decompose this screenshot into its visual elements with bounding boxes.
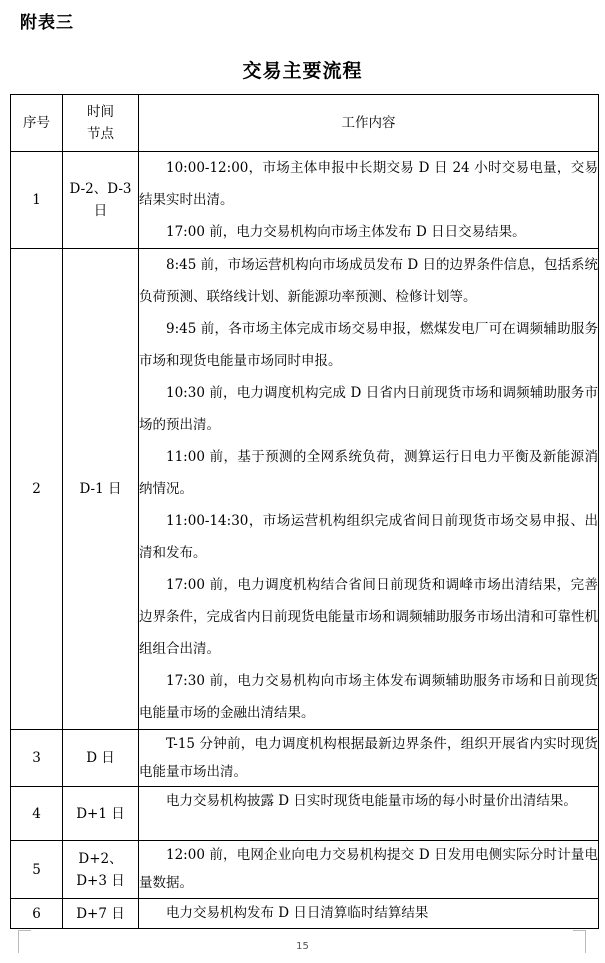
table-row — [11, 730, 599, 787]
row-node-line: D+7 日 — [76, 905, 125, 922]
row-content — [139, 841, 599, 899]
process-table — [10, 94, 599, 929]
row-content — [139, 899, 599, 929]
row-node-line: 日 — [93, 203, 108, 219]
content-paragraph: 11:00-14:30，市场运营机构组织完成省间日前现货市场交易申报、出清和发布。 — [139, 513, 598, 561]
row-node-line: D+2、 — [78, 850, 123, 867]
content-paragraph: 17:00 前，电力交易机构向市场主体发布 D 日日交易结果。 — [166, 224, 526, 240]
row-seq: 4 — [11, 787, 63, 841]
row-node — [63, 787, 139, 841]
row-node — [63, 730, 139, 787]
content-paragraph: 10:30 前，电力调度机构完成 D 日省内日前现货市场和调频辅助服务市场的预出清。 — [139, 385, 598, 433]
content-paragraph: 17:00 前，电力调度机构结合省间日前现货和调峰市场出清结果，完善边界条件，完成省内日前现货电能量市场和调频辅助服务市场出清和可靠性机组组合出清。 — [139, 577, 598, 657]
row-seq: 1 — [11, 152, 63, 249]
content-paragraph: 8:45 前，市场运营机构向市场成员发布 D 日的边界条件信息，包括系统负荷预测、联络线计划、新能源功率预测、检修计划等。 — [139, 257, 599, 305]
row-node — [63, 152, 139, 249]
table-row — [11, 152, 599, 249]
row-node-line: D-1 日 — [79, 481, 122, 497]
header-row — [11, 95, 599, 152]
row-node-line: D 日 — [86, 750, 115, 766]
row-seq: 5 — [11, 841, 63, 899]
row-node — [63, 249, 139, 730]
header-seq: 序号 — [11, 95, 63, 152]
header-node — [63, 95, 139, 152]
content-paragraph: 电力交易机构披露 D 日实时现货电能量市场的每小时量价出清结果。 — [166, 793, 577, 809]
row-content — [139, 730, 599, 787]
content-paragraph: 11:00 前，基于预测的全网系统负荷，测算运行日电力平衡及新能源消纳情况。 — [139, 449, 598, 497]
table-row — [11, 787, 599, 841]
content-paragraph: 17:30 前，电力交易机构向市场主体发布调频辅助服务市场和日前现货电能量市场的金融出清结果。 — [139, 673, 598, 721]
content-paragraph: 12:00 前，电网企业向电力交易机构提交 D 日发用电侧实际分时计量电量数据。 — [139, 847, 598, 891]
content-paragraph: 10:00-12:00，市场主体申报中长期交易 D 日 24 小时交易电量，交易结果实时出清。 — [139, 160, 598, 208]
header-node-line2: 节点 — [87, 126, 114, 142]
row-node — [63, 899, 139, 929]
header-content: 工作内容 — [139, 95, 599, 152]
row-node-line: D+1 日 — [76, 805, 125, 822]
row-seq: 3 — [11, 730, 63, 787]
row-node-line: D+3 日 — [76, 872, 125, 889]
table-row — [11, 899, 599, 929]
page-number: 15 — [296, 941, 309, 952]
header-node-line1: 时间 — [87, 104, 114, 120]
row-node — [63, 841, 139, 899]
row-node-line: D-2、D-3 — [69, 181, 132, 197]
content-paragraph: 9:45 前，各市场主体完成市场交易申报，燃煤发电厂可在调频辅助服务市场和现货电能量市场同时申报。 — [139, 321, 598, 369]
row-content — [139, 787, 599, 841]
appendix-label: 附表三 — [20, 13, 74, 33]
row-content — [139, 249, 599, 730]
document-title: 交易主要流程 — [242, 60, 363, 82]
content-paragraph: T-15 分钟前，电力调度机构根据最新边界条件，组织开展省内实时现货电能量市场出清。 — [139, 736, 598, 780]
row-seq: 6 — [11, 899, 63, 929]
row-seq: 2 — [11, 249, 63, 730]
content-paragraph: 电力交易机构发布 D 日日清算临时结算结果 — [166, 905, 429, 921]
table-row — [11, 249, 599, 730]
table-row — [11, 841, 599, 899]
row-content — [139, 152, 599, 249]
